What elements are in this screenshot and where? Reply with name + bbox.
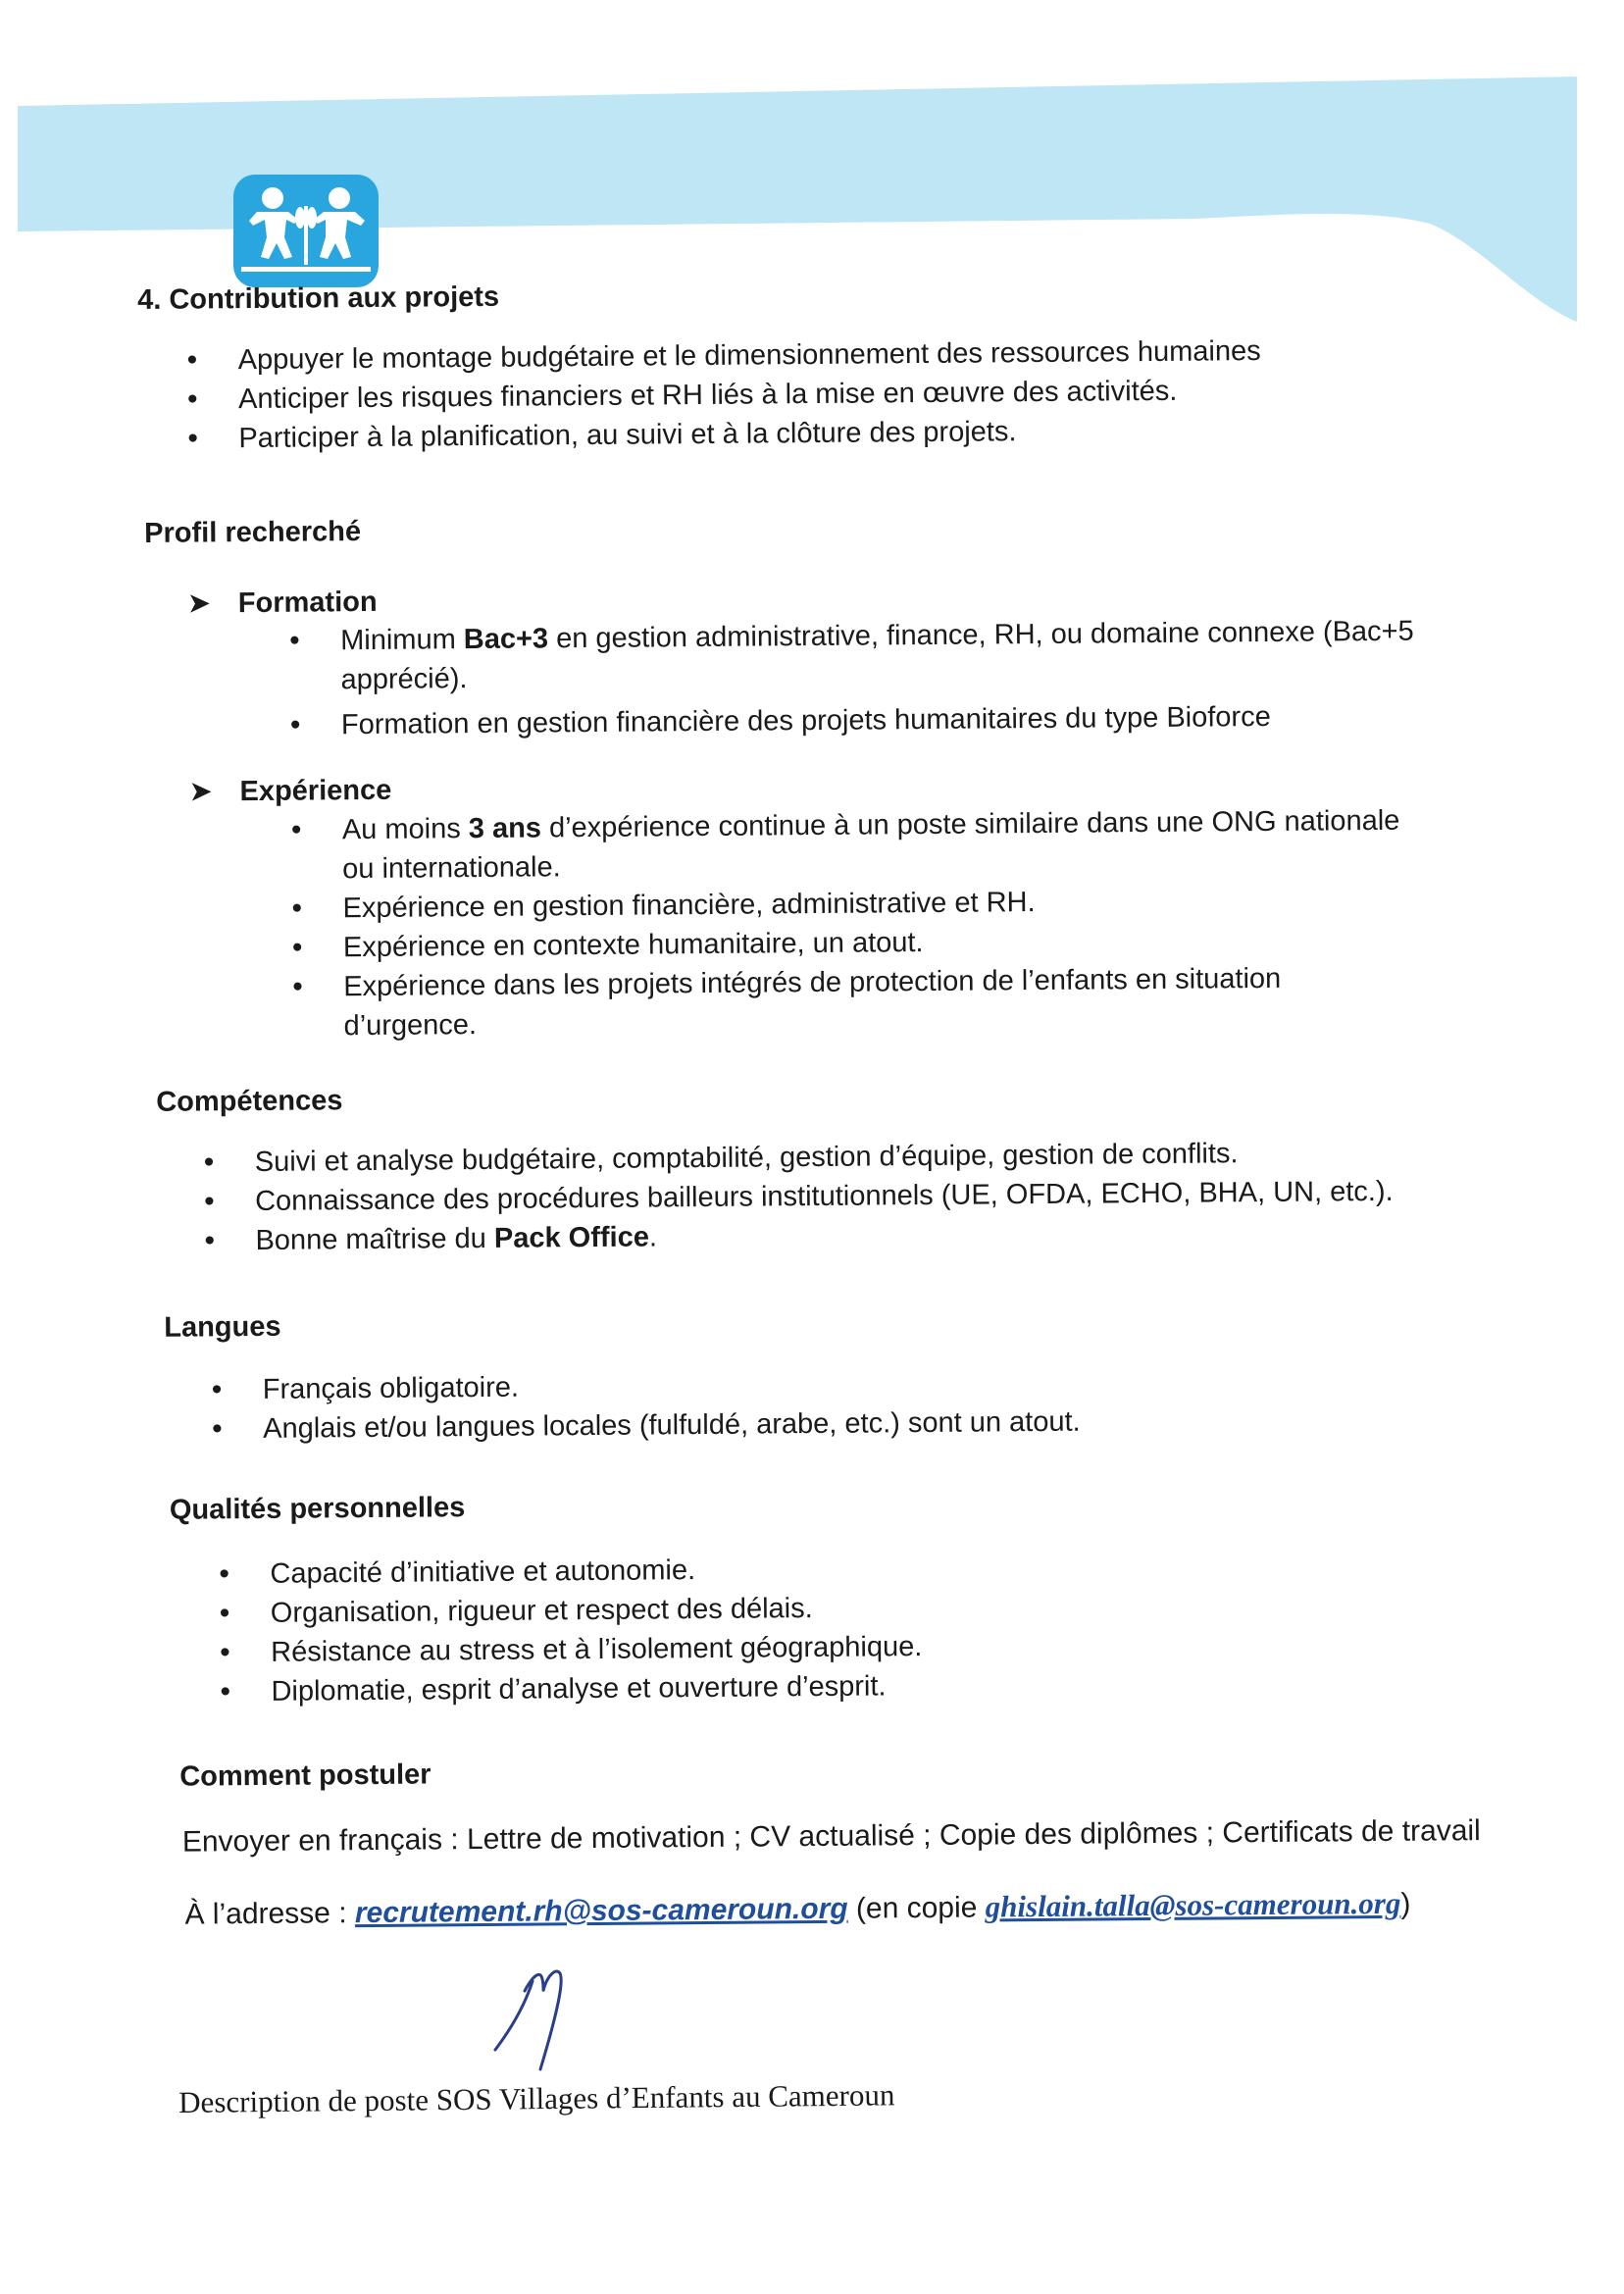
list-item: • Appuyer le montage budgétaire et le dimensionnement des ressources humaines [187,330,1462,380]
sos-children-logo-icon [233,175,379,287]
list-item: • Organisation, rigueur et respect des délais. [220,1583,1495,1633]
formation-list [289,611,1516,745]
section-title-postuler: Comment postuler [179,1759,431,1793]
experience-list [291,800,1519,1046]
arrow-bullet-icon: ➤ [186,587,212,620]
list-item: • Connaissance des procédures bailleurs institutionnels (UE, OFDA, ECHO, BHA, UN, etc.). [204,1171,1518,1222]
email-link-recrutement[interactable]: recrutement.rh@sos-cameroun.org [354,1892,848,1930]
langues-list [212,1359,1488,1449]
list-item: • Expérience en contexte humanitaire, un atout. [292,918,1518,968]
list-item: • Minimum Bac+3 en gestion administrative, finance, RH, ou domaine connexe (Bac+5 apprécié). [289,611,1516,700]
list-item: • Expérience dans les projets intégrés de protection de l’enfants en situation d’urgence. [292,957,1519,1046]
section-title-contribution: 4. Contribution aux projets [137,280,500,316]
signature-mark [485,1952,593,2079]
email-link-copie[interactable]: ghislain.talla@sos-cameroun.org [985,1885,1401,1924]
list-item: • Suivi et analyse budgétaire, comptabilité, gestion d’équipe, gestion de conflits. [204,1132,1518,1183]
list-item: • Diplomatie, esprit d’analyse et ouverture d’esprit. [220,1661,1495,1711]
list-item: • Anticiper les risques financiers et RH liés à la mise en œuvre des activités. [187,369,1462,419]
subsection-label: Formation [237,586,378,620]
list-item: • Au moins 3 ans d’expérience continue à un poste similaire dans une ONG nationale ou internationale. [291,800,1518,890]
qualites-list [219,1544,1495,1711]
page-footer: Description de poste SOS Villages d’Enfants au Cameroun [178,2077,895,2119]
list-item: • Capacité d’initiative et autonomie. [219,1544,1494,1594]
subsection-label: Expérience [239,774,392,808]
subsection-formation [187,585,378,621]
list-item: • Anglais et/ou langues locales (fulfuldé, arabe, etc.) sont un atout. [212,1399,1487,1449]
list-item: • Français obligatoire. [212,1359,1487,1409]
contribution-list [187,330,1463,458]
section-title-profil: Profil recherché [144,516,362,549]
section-title-competences: Compétences [156,1085,343,1118]
list-item: • Résistance au stress et à l’isolement géographique. [220,1622,1495,1672]
section-title-langues: Langues [164,1310,281,1344]
apply-instructions: Envoyer en français : Lettre de motivation ; CV actualisé ; Copie des diplômes ; Certificats de travail [181,1814,1481,1859]
list-item: • Bonne maîtrise du Pack Office. [204,1210,1518,1261]
competences-list [204,1132,1519,1261]
section-title-qualites: Qualités personnelles [169,1492,466,1526]
arrow-bullet-icon: ➤ [188,776,213,808]
list-item: • Expérience en gestion financière, administrative et RH. [291,879,1517,929]
subsection-experience [188,773,391,809]
apply-address: À l’adresse : recrutement.rh@sos-cameroun.org (en copie ghislain.talla@sos-cameroun.org) [184,1885,1411,1931]
list-item: • Participer à la planification, au suivi et à la clôture des projets. [187,408,1462,458]
list-item: • Formation en gestion financière des projets humanitaires du type Bioforce [290,695,1516,745]
